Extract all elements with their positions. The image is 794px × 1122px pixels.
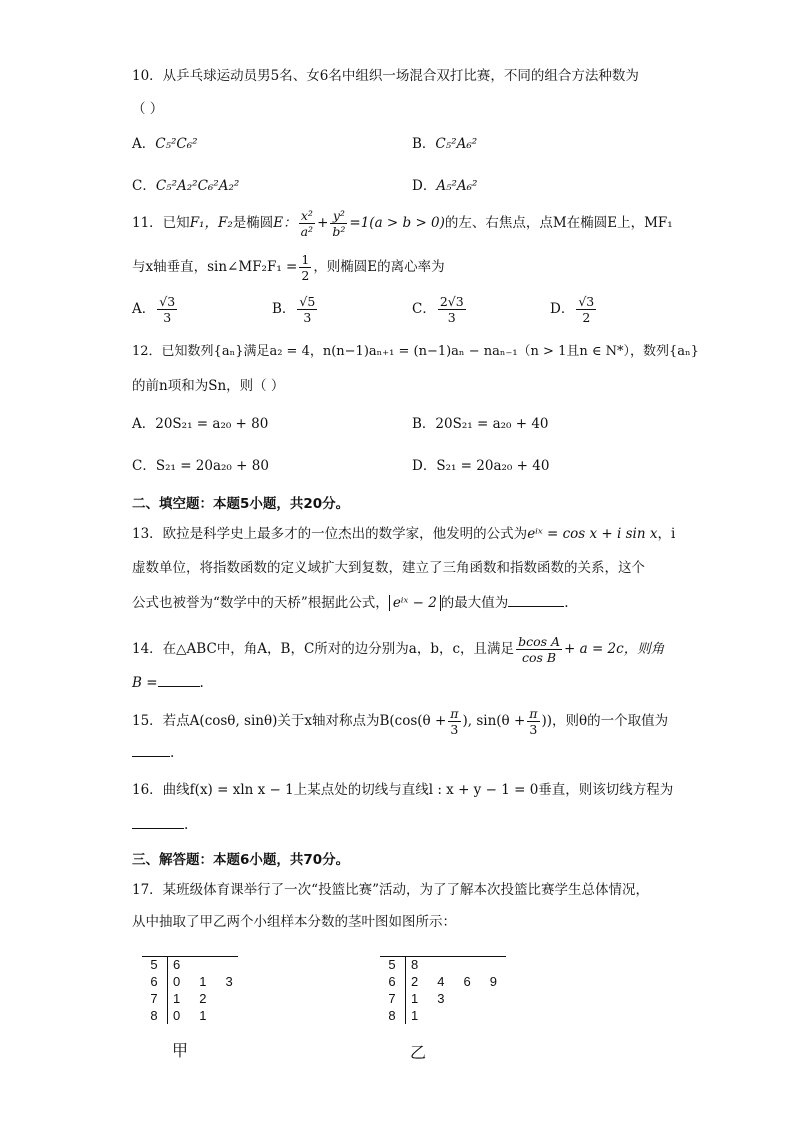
q12-stem-line1: 12．已知数列{aₙ}满足a₂ = 4，n(n−1)aₙ₊₁ = (n−1)aₙ − naₙ₋₁（n > 1且n ∈ N*），数列{aₙ} [132, 344, 699, 359]
leaf-value: 8 [411, 957, 419, 972]
q12-option-c: C．S₂₁ = 20a₂₀ + 80 [132, 458, 269, 474]
q11-option-b: B． $\frac{√5}{3}$ [272, 294, 316, 325]
stem-value: 5 [142, 956, 168, 973]
leaf-value: 3 [437, 991, 445, 1006]
plot-row [142, 956, 238, 973]
q10-option-a: A．C₅²C₆² [132, 136, 198, 152]
stem-leaf-plot-yi [380, 956, 502, 1024]
q11-stem-line1: 11．已知F₁，F₂是椭圆E： $\frac{\text{x²}}{\text{a²}}$ + $\frac{\text{y²}}{\text{b²}}$ =1(a > b > 0)的左、右焦点，点M在椭圆E上，MF₁ [132, 208, 673, 239]
q17-stem-line1: 17．某班级体育课举行了一次“投篮比赛”活动，为了了解本次投篮比赛学生总体情况， [132, 882, 649, 898]
q13-answer-blank[interactable] [508, 592, 564, 607]
plot-top-rule [380, 956, 506, 957]
plot-row [380, 973, 502, 990]
q14-stem-line1: 14．在△ABC中，角A，B，C所对的边分别为a，b，c，且满足 $\frac{\text{bcos A}}{\text{cos B}}$ + a = 2c，则角 [132, 634, 665, 665]
stem-value: 7 [380, 990, 406, 1007]
plot-row [142, 990, 238, 1007]
plot-label-jia: 甲 [172, 1041, 189, 1060]
leaf-value: 0 [173, 1008, 181, 1023]
q15-stem-line1: 15．若点A(cosθ, sinθ)关于x轴对称点为B(cos(θ + $\frac{\pi}{3}$ ), sin(θ + $\frac{\pi}{3}$ ))，则θ的一个取值为 [132, 706, 669, 737]
q11-option-c: C． $\frac{2√3}{3}$ [412, 294, 464, 325]
leaf-value: 2 [199, 991, 207, 1006]
q17-stem-line2: 从中抽取了甲乙两个小组样本分数的茎叶图如图所示： [132, 914, 456, 930]
stem-value: 8 [142, 1007, 168, 1024]
leaf-value: 3 [225, 974, 233, 989]
q10-stem-line1: 10．从乒乓球运动员男5名、女6名中组织一场混合双打比赛，不同的组合方法种数为 [132, 68, 639, 84]
q12-stem-line2: 的前n项和为Sn，则（ ） [132, 378, 285, 394]
leaf-value: 6 [463, 974, 471, 989]
plot-top-rule [142, 956, 238, 957]
stem-value: 7 [142, 990, 168, 1007]
q11-option-a: A． $\frac{√3}{3}$ [132, 294, 176, 325]
leaf-value: 6 [173, 957, 181, 972]
q10-option-c: C．C₅²A₂²C₆²A₂² [132, 178, 240, 194]
q13-stem-line3: 公式也被誉为“数学中的天桥”根据此公式， eⁱˣ − 2 的最大值为 . [132, 592, 569, 613]
plot-row [380, 990, 502, 1007]
leaf-value: 1 [411, 991, 419, 1006]
leaf-value: 9 [489, 974, 497, 989]
q12-option-b: B．20S₂₁ = a₂₀ + 40 [412, 416, 549, 432]
plot-row [142, 973, 238, 990]
section-solution-heading: 三、解答题：本题6小题，共70分。 [132, 852, 350, 868]
plot-label-yi: 乙 [410, 1043, 427, 1062]
section-fill-in-heading: 二、填空题：本题5小题，共20分。 [132, 496, 350, 512]
q13-stem-line1: 13．欧拉是科学史上最多才的一位杰出的数学家，他发明的公式为eⁱˣ = cos x + i sin x，i [132, 526, 676, 542]
leaf-value: 4 [437, 974, 445, 989]
q11-stem-line2: 与x轴垂直，sin∠MF₂F₁ = $\frac{1}{2}$ ，则椭圆E的离心率为 [132, 252, 445, 283]
stem-value: 6 [380, 973, 406, 990]
leaf-value: 1 [199, 974, 207, 989]
plot-row [380, 956, 502, 973]
stem-value: 8 [380, 1007, 406, 1024]
q12-option-a: A．20S₂₁ = a₂₀ + 80 [132, 416, 269, 432]
plot-row [380, 1007, 502, 1024]
q15-stem-line2: . [132, 742, 174, 763]
q16-answer-blank[interactable] [132, 814, 184, 829]
q15-answer-blank[interactable] [132, 742, 170, 757]
q14-answer-blank[interactable] [158, 672, 200, 687]
leaf-value: 1 [173, 991, 181, 1006]
q10-stem-line2: （ ） [132, 101, 164, 117]
q11-option-d: D． $\frac{√3}{2}$ [550, 294, 595, 325]
q10-option-d: D．A₅²A₆² [412, 178, 478, 194]
q13-stem-line2: 虚数单位，将指数函数的定义域扩大到复数，建立了三角函数和指数函数的关系，这个 [132, 560, 645, 576]
q14-stem-line2: B = . [132, 672, 204, 693]
q16-stem-line1: 16．曲线f(x) = xln x − 1上某点处的切线与直线l : x + y − 1 = 0垂直，则该切线方程为 [132, 782, 674, 798]
leaf-value: 2 [411, 974, 419, 989]
q16-stem-line2: . [132, 814, 188, 835]
stem-value: 6 [142, 973, 168, 990]
q12-option-d: D．S₂₁ = 20a₂₀ + 40 [412, 458, 550, 474]
leaf-value: 1 [199, 1008, 207, 1023]
q10-option-b: B．C₅²A₆² [412, 136, 478, 152]
plot-row [142, 1007, 238, 1024]
stem-leaf-plot-jia [142, 956, 238, 1024]
leaf-value: 1 [411, 1008, 419, 1023]
stem-value: 5 [380, 956, 406, 973]
leaf-value: 0 [173, 974, 181, 989]
